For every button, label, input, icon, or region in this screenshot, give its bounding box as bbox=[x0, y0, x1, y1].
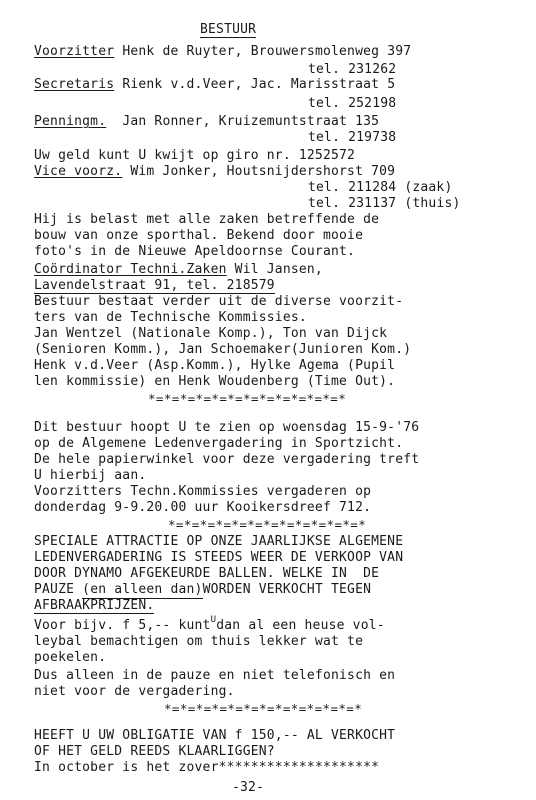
role-penningm: Penningm. bbox=[34, 114, 107, 129]
page-number: -32- bbox=[232, 780, 265, 795]
price-line bbox=[34, 615, 385, 634]
special-text-line: SPECIALE ATTRACTIE OP ONZE JAARLIJKSE ALGEMENE bbox=[34, 534, 404, 549]
board-text-line: Henk v.d.Veer (Asp.Komm.), Hylke Agema (Pupil bbox=[34, 358, 396, 373]
separator: *=*=*=*=*=*=*=*=*=*=*=*=* bbox=[168, 517, 367, 532]
details-penningm: Jan Ronner, Kruizemuntstraat 135 bbox=[122, 114, 380, 129]
tel-voorzitter: tel. 231262 bbox=[308, 62, 397, 77]
special-text-line: DOOR DYNAMO AFGEKEURDE BALLEN. WELKE IN DE bbox=[34, 566, 380, 581]
board-text-line: (Senioren Komm.), Jan Schoemaker(Junioren Kom.) bbox=[34, 342, 412, 357]
board-text-line: Jan Wentzel (Nationale Komp.), Ton van Dijck bbox=[34, 326, 388, 341]
vice-text-line: foto's in de Nieuwe Apeldoornse Courant. bbox=[34, 244, 356, 259]
meeting-text-line: De hele papierwinkel voor deze vergadering treft bbox=[34, 452, 420, 467]
details-vice: Wim Jonker, Houtsnijdershorst 709 bbox=[130, 164, 396, 179]
october-text: In october is het zover bbox=[34, 760, 219, 775]
october-stars: ******************** bbox=[218, 760, 380, 775]
coordinator-address-text: Lavendelstraat 91, tel. 218579 bbox=[34, 278, 275, 293]
special-after: WORDEN VERKOCHT TEGEN bbox=[202, 582, 372, 597]
vice-line bbox=[34, 164, 395, 180]
officer-line-voorzitter bbox=[34, 44, 411, 60]
special-text-line: LEDENVERGADERING IS STEEDS WEER DE VERKOOP VAN bbox=[34, 550, 404, 565]
board-text-line: len kommissie) en Henk Woudenberg (Time Out). bbox=[34, 374, 396, 389]
tel-vice-zaak: tel. 211284 (zaak) bbox=[308, 180, 453, 195]
obligatie-line: OF HET GELD REEDS KLAARLIGGEN? bbox=[34, 744, 275, 759]
obligatie-line: HEEFT U UW OBLIGATIE VAN f 150,-- AL VERKOCHT bbox=[34, 728, 396, 743]
role-coordinator: Coördinator Techni.Zaken bbox=[34, 262, 227, 277]
meeting-text-line: Voorzitters Techn.Kommissies vergaderen op bbox=[34, 484, 372, 499]
special-last-line bbox=[34, 598, 154, 614]
meeting-text-line: op de Algemene Ledenvergadering in Sportzicht. bbox=[34, 436, 404, 451]
special-pauze: PAUZE bbox=[34, 582, 83, 597]
special-paren: (en alleen dan) bbox=[82, 582, 203, 597]
role-secretaris: Secretaris bbox=[34, 77, 115, 92]
tel-vice-thuis: tel. 231137 (thuis) bbox=[308, 196, 461, 211]
board-text-line: Bestuur bestaat verder uit de diverse voorzit- bbox=[34, 294, 404, 309]
separator: *=*=*=*=*=*=*=*=*=*=*=*=* bbox=[148, 391, 347, 406]
coordinator-line bbox=[34, 262, 323, 278]
price-super: U bbox=[210, 615, 217, 625]
special-last: AFBRAAKPRIJZEN. bbox=[34, 598, 155, 613]
separator: *=*=*=*=*=*=*=*=*=*=*=*=* bbox=[164, 701, 363, 716]
price-text-line: Dus alleen in de pauze en niet telefonisch en bbox=[34, 668, 396, 683]
coordinator-address bbox=[34, 278, 275, 294]
officer-line-secretaris bbox=[34, 77, 395, 93]
price-text-line: poekelen. bbox=[34, 650, 107, 665]
board-text-line: ters van de Technische Kommissies. bbox=[34, 310, 307, 325]
meeting-text-line: U hierbij aan. bbox=[34, 468, 147, 483]
special-pauze-line bbox=[34, 582, 371, 598]
role-vice: Vice voorz. bbox=[34, 164, 123, 179]
price-a: Voor bijv. f 5,-- kunt bbox=[34, 618, 211, 633]
coordinator-name: Wil Jansen, bbox=[226, 262, 323, 277]
page-title bbox=[200, 22, 256, 38]
meeting-text-line: donderdag 9-9.20.00 uur Kooikersdreef 712. bbox=[34, 500, 372, 515]
details-voorzitter: Henk de Ruyter, Brouwersmolenweg 397 bbox=[122, 44, 412, 59]
vice-text-line: bouw van onze sporthal. Bekend door mooie bbox=[34, 228, 364, 243]
tel-penningm: tel. 219738 bbox=[308, 130, 397, 145]
tel-secretaris: tel. 252198 bbox=[308, 96, 397, 111]
role-voorzitter: Voorzitter bbox=[34, 44, 115, 59]
title-text: BESTUUR bbox=[200, 22, 257, 37]
officer-line-penningm bbox=[34, 114, 379, 130]
details-secretaris: Rienk v.d.Veer, Jac. Marisstraat 5 bbox=[122, 77, 396, 92]
vice-text-line: Hij is belast met alle zaken betreffende de bbox=[34, 212, 380, 227]
giro-line: Uw geld kunt U kwijt op giro nr. 1252572 bbox=[34, 148, 356, 163]
price-b: dan al een heuse vol- bbox=[216, 618, 385, 633]
price-text-line: niet voor de vergadering. bbox=[34, 684, 235, 699]
price-text-line: leybal bemachtigen om thuis lekker wat te bbox=[34, 634, 364, 649]
meeting-text-line: Dit bestuur hoopt U te zien op woensdag 15-9-'76 bbox=[34, 420, 420, 435]
october-line bbox=[34, 760, 379, 776]
